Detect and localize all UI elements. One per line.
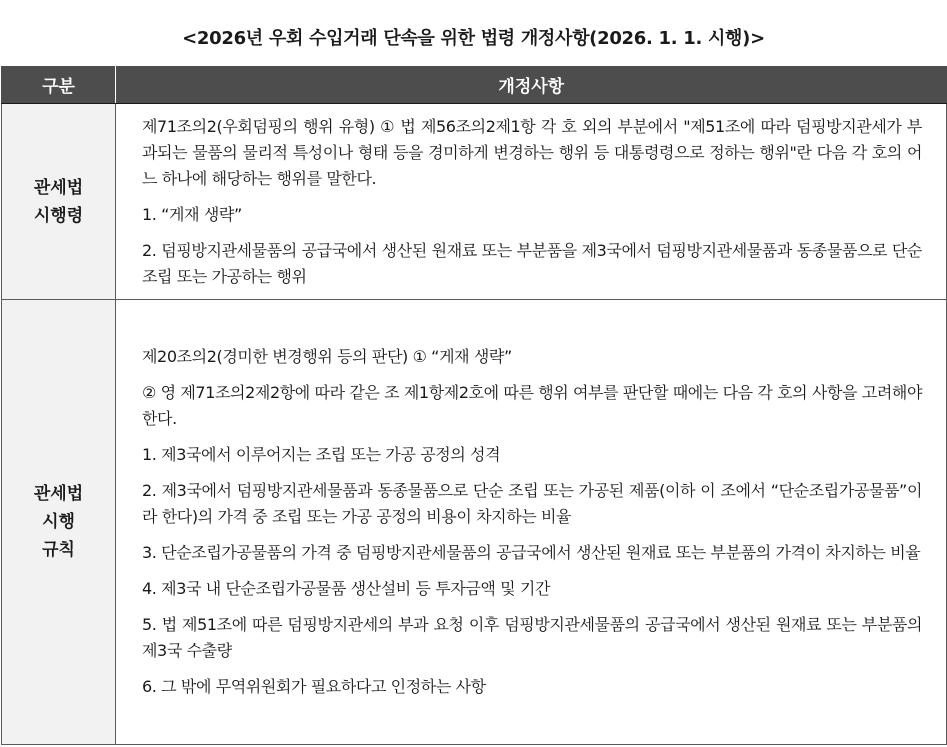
document-title: <2026년 우회 수입거래 단속을 위한 법령 개정사항(2026. 1. 1. 시행)> bbox=[182, 28, 765, 49]
table-row bbox=[2, 300, 947, 745]
category-line: 규칙 bbox=[42, 540, 75, 560]
amendment-paragraph: 6. 그 밖에 무역위원회가 필요하다고 인정하는 사항 bbox=[142, 677, 486, 696]
category-line: 시행령 bbox=[33, 205, 84, 226]
amendment-paragraph: 2. 제3국에서 덤핑방지관세물품과 동종물품으로 단순 조립 또는 가공된 제품(이하 이 조에서 “단순조립가공물품”이라 한다)의 가격 중 조립 또는 가공 공정의 비용이 차지하는 비율 bbox=[142, 481, 922, 526]
amendment-paragraph: 제71조의2(우회덤핑의 행위 유형) ① 법 제56조의2제1항 각 호 외의 부분에서 "제51조에 따라 덤핑방지관세가 부과되는 물품의 물리적 특성이나 형태 등을 경미하게 변경하는 행위 등 대통령령으로 정하는 행위"란 다음 각 호의 어느 하나에 해당하는 행위를 말한다. bbox=[142, 116, 922, 188]
header-amendment: 개정사항 bbox=[116, 66, 947, 104]
category-line: 시행 bbox=[42, 512, 75, 532]
amendment-paragraph: 제20조의2(경미한 변경행위 등의 판단) ① “게재 생략” bbox=[142, 347, 512, 366]
category-cell bbox=[2, 300, 116, 745]
amendment-content-cell bbox=[116, 300, 947, 745]
amendment-paragraph: ② 영 제71조의2제2항에 따라 같은 조 제1항제2호에 따른 행위 여부를 판단할 때에는 다음 각 호의 사항을 고려해야 한다. bbox=[142, 383, 922, 428]
amendment-paragraph: 3. 단순조립가공물품의 가격 중 덤핑방지관세물품의 공급국에서 생산된 원재료 또는 부분품의 가격이 차지하는 비율 bbox=[142, 543, 921, 562]
table-header-row bbox=[2, 66, 947, 104]
category-line: 관세법 bbox=[33, 484, 84, 504]
amendment-paragraph: 2. 덤핑방지관세물품의 공급국에서 생산된 원재료 또는 부분품을 제3국에서 덤핑방지관세물품과 동종물품으로 단순 조립 또는 가공하는 행위 bbox=[142, 240, 922, 286]
category-line: 관세법 bbox=[33, 177, 84, 198]
amendment-content-cell bbox=[116, 104, 947, 300]
table-row bbox=[2, 104, 947, 300]
header-category: 구분 bbox=[2, 66, 116, 104]
amendment-paragraph: 1. “게재 생략” bbox=[142, 204, 242, 224]
amendment-paragraph: 5. 법 제51조에 따른 덤핑방지관세의 부과 요청 이후 덤핑방지관세물품의 공급국에서 생산된 원재료 또는 부분품의 제3국 수출량 bbox=[142, 615, 922, 660]
amendment-paragraph: 1. 제3국에서 이루어지는 조립 또는 가공 공정의 성격 bbox=[142, 445, 501, 464]
amendment-table bbox=[1, 66, 947, 745]
category-cell bbox=[2, 104, 116, 300]
amendment-paragraph: 4. 제3국 내 단순조립가공물품 생산설비 등 투자금액 및 기간 bbox=[142, 579, 551, 598]
